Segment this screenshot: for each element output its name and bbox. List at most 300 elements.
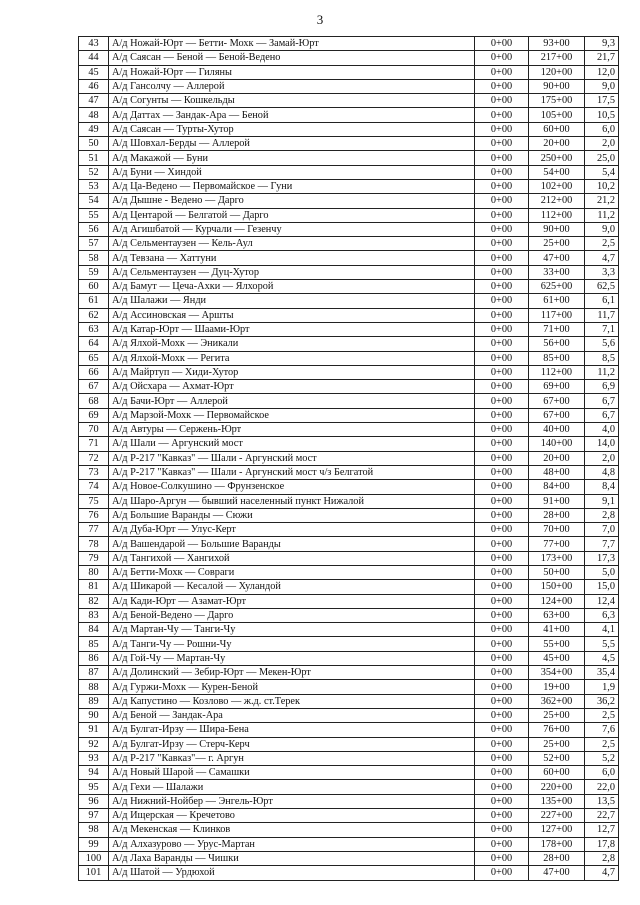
row-number: 71 [79,437,109,451]
length-km: 1,9 [585,680,619,694]
row-number: 88 [79,680,109,694]
table-row [79,794,619,808]
start-chainage: 0+00 [475,823,529,837]
road-name: А/д Ножай-Юрт — Бетти- Мохк — Замай-Юрт [109,37,475,51]
table-row [79,694,619,708]
length-km: 8,4 [585,480,619,494]
page-number: 3 [316,12,324,27]
start-chainage: 0+00 [475,437,529,451]
start-chainage: 0+00 [475,651,529,665]
end-chainage: 362+00 [529,694,585,708]
table-row [79,565,619,579]
row-number: 44 [79,51,109,65]
table-row [79,251,619,265]
table-row [79,208,619,222]
row-number: 99 [79,837,109,851]
table-row [79,780,619,794]
start-chainage: 0+00 [475,94,529,108]
row-number: 89 [79,694,109,708]
road-name: А/д Ойсхара — Ахмат-Юрт [109,380,475,394]
table-row [79,237,619,251]
row-number: 93 [79,751,109,765]
row-number: 96 [79,794,109,808]
road-name: А/д Автуры — Сержень-Юрт [109,423,475,437]
row-number: 54 [79,194,109,208]
row-number: 86 [79,651,109,665]
road-name: А/д Мекенская — Клинков [109,823,475,837]
start-chainage: 0+00 [475,680,529,694]
length-km: 13,5 [585,794,619,808]
row-number: 61 [79,294,109,308]
length-km: 2,8 [585,851,619,865]
road-name: А/д Большие Варанды — Сюжи [109,508,475,522]
row-number: 57 [79,237,109,251]
road-name: А/д Агишбатой — Курчали — Гезенчу [109,222,475,236]
road-name: А/д Согунты — Кошкельды [109,94,475,108]
start-chainage: 0+00 [475,280,529,294]
table-row [79,308,619,322]
end-chainage: 127+00 [529,823,585,837]
start-chainage: 0+00 [475,179,529,193]
row-number: 43 [79,37,109,51]
start-chainage: 0+00 [475,551,529,565]
end-chainage: 217+00 [529,51,585,65]
length-km: 25,0 [585,151,619,165]
row-number: 63 [79,322,109,336]
length-km: 5,2 [585,751,619,765]
table-row [79,766,619,780]
end-chainage: 28+00 [529,508,585,522]
row-number: 67 [79,380,109,394]
length-km: 17,8 [585,837,619,851]
end-chainage: 625+00 [529,280,585,294]
end-chainage: 52+00 [529,751,585,765]
row-number: 52 [79,165,109,179]
road-name: А/д Шикарой — Кесалой — Хуландой [109,580,475,594]
start-chainage: 0+00 [475,108,529,122]
road-name: А/д Гехи — Шалажи [109,780,475,794]
road-name: А/д Дуба-Юрт — Улус-Керт [109,523,475,537]
end-chainage: 178+00 [529,837,585,851]
table-row [79,94,619,108]
road-name: А/д Булгат-Ирзу — Стерч-Керч [109,737,475,751]
start-chainage: 0+00 [475,237,529,251]
start-chainage: 0+00 [475,523,529,537]
row-number: 77 [79,523,109,537]
length-km: 11,7 [585,308,619,322]
start-chainage: 0+00 [475,866,529,880]
table-row [79,51,619,65]
table-row [79,165,619,179]
row-number: 75 [79,494,109,508]
length-km: 7,0 [585,523,619,537]
table-row [79,666,619,680]
start-chainage: 0+00 [475,694,529,708]
end-chainage: 47+00 [529,866,585,880]
table-row [79,222,619,236]
end-chainage: 20+00 [529,137,585,151]
length-km: 15,0 [585,580,619,594]
length-km: 7,6 [585,723,619,737]
start-chainage: 0+00 [475,851,529,865]
table-row [79,365,619,379]
length-km: 4,7 [585,866,619,880]
start-chainage: 0+00 [475,251,529,265]
row-number: 92 [79,737,109,751]
end-chainage: 20+00 [529,451,585,465]
end-chainage: 91+00 [529,494,585,508]
end-chainage: 41+00 [529,623,585,637]
length-km: 17,3 [585,551,619,565]
length-km: 4,1 [585,623,619,637]
end-chainage: 33+00 [529,265,585,279]
end-chainage: 45+00 [529,651,585,665]
end-chainage: 173+00 [529,551,585,565]
table-row [79,194,619,208]
row-number: 50 [79,137,109,151]
start-chainage: 0+00 [475,608,529,622]
end-chainage: 25+00 [529,237,585,251]
end-chainage: 54+00 [529,165,585,179]
end-chainage: 61+00 [529,294,585,308]
start-chainage: 0+00 [475,451,529,465]
start-chainage: 0+00 [475,365,529,379]
end-chainage: 112+00 [529,208,585,222]
road-name: А/д Бачи-Юрт — Аллерой [109,394,475,408]
table-row [79,551,619,565]
roads-table [78,36,619,881]
start-chainage: 0+00 [475,580,529,594]
length-km: 6,7 [585,408,619,422]
length-km: 36,2 [585,694,619,708]
road-name: А/д Булгат-Ирзу — Шира-Бена [109,723,475,737]
length-km: 5,6 [585,337,619,351]
table-row [79,351,619,365]
road-name: А/д Ассиновская — Аршты [109,308,475,322]
table-row [79,637,619,651]
row-number: 72 [79,451,109,465]
start-chainage: 0+00 [475,122,529,136]
length-km: 9,0 [585,79,619,93]
start-chainage: 0+00 [475,737,529,751]
start-chainage: 0+00 [475,79,529,93]
row-number: 78 [79,537,109,551]
road-name: А/д Гуржи-Мохк — Курен-Беной [109,680,475,694]
end-chainage: 28+00 [529,851,585,865]
end-chainage: 120+00 [529,65,585,79]
table-row [79,537,619,551]
start-chainage: 0+00 [475,666,529,680]
length-km: 35,4 [585,666,619,680]
end-chainage: 25+00 [529,737,585,751]
start-chainage: 0+00 [475,208,529,222]
start-chainage: 0+00 [475,565,529,579]
table-row [79,851,619,865]
road-name: А/д Буни — Хиндой [109,165,475,179]
row-number: 83 [79,608,109,622]
road-name: А/д Мартан-Чу — Танги-Чу [109,623,475,637]
length-km: 7,7 [585,537,619,551]
road-name: А/д Шовхал-Берды — Аллерой [109,137,475,151]
table-row [79,122,619,136]
row-number: 59 [79,265,109,279]
row-number: 55 [79,208,109,222]
length-km: 6,7 [585,394,619,408]
length-km: 9,0 [585,222,619,236]
road-name: А/д Кади-Юрт — Азамат-Юрт [109,594,475,608]
length-km: 17,5 [585,94,619,108]
end-chainage: 70+00 [529,523,585,537]
length-km: 4,0 [585,423,619,437]
length-km: 6,0 [585,122,619,136]
road-name: А/д Саясан — Турты-Хутор [109,122,475,136]
table-row [79,322,619,336]
table-row [79,380,619,394]
road-name: А/д Ялхой-Мохк — Эникали [109,337,475,351]
end-chainage: 102+00 [529,179,585,193]
end-chainage: 124+00 [529,594,585,608]
table-row [79,751,619,765]
end-chainage: 60+00 [529,122,585,136]
start-chainage: 0+00 [475,137,529,151]
row-number: 81 [79,580,109,594]
end-chainage: 76+00 [529,723,585,737]
start-chainage: 0+00 [475,508,529,522]
start-chainage: 0+00 [475,723,529,737]
table-row [79,523,619,537]
table-row [79,594,619,608]
start-chainage: 0+00 [475,151,529,165]
table-row [79,108,619,122]
end-chainage: 40+00 [529,423,585,437]
start-chainage: 0+00 [475,837,529,851]
table-row [79,79,619,93]
length-km: 2,5 [585,737,619,751]
road-name: А/д Танги-Чу — Рошни-Чу [109,637,475,651]
table-row [79,465,619,479]
start-chainage: 0+00 [475,294,529,308]
road-name: А/д Макажой — Буни [109,151,475,165]
row-number: 65 [79,351,109,365]
length-km: 5,5 [585,637,619,651]
road-name: А/д Марзой-Мохк — Первомайское [109,408,475,422]
row-number: 85 [79,637,109,651]
road-name: А/д Долинский — Зебир-Юрт — Мекен-Юрт [109,666,475,680]
road-name: А/д Бамут — Цеча-Ахки — Ялхорой [109,280,475,294]
start-chainage: 0+00 [475,265,529,279]
road-name: А/д Р-217 "Кавказ" — Шали - Аргунский мост ч/з Белгатой [109,465,475,479]
row-number: 94 [79,766,109,780]
table-row [79,708,619,722]
table-row [79,494,619,508]
row-number: 73 [79,465,109,479]
end-chainage: 85+00 [529,351,585,365]
length-km: 8,5 [585,351,619,365]
start-chainage: 0+00 [475,337,529,351]
length-km: 11,2 [585,208,619,222]
length-km: 10,5 [585,108,619,122]
start-chainage: 0+00 [475,351,529,365]
table-row [79,809,619,823]
end-chainage: 90+00 [529,222,585,236]
length-km: 14,0 [585,437,619,451]
start-chainage: 0+00 [475,380,529,394]
row-number: 90 [79,708,109,722]
road-name: А/д Капустино — Козлово — ж.д. ст.Терек [109,694,475,708]
table-row [79,608,619,622]
row-number: 68 [79,394,109,408]
row-number: 101 [79,866,109,880]
end-chainage: 135+00 [529,794,585,808]
road-name: А/д Ищерская — Кречетово [109,809,475,823]
table-row [79,866,619,880]
road-name: А/д Беной — Зандак-Ара [109,708,475,722]
end-chainage: 140+00 [529,437,585,451]
table-row [79,294,619,308]
length-km: 21,2 [585,194,619,208]
road-name: А/д Ялхой-Мохк — Регита [109,351,475,365]
row-number: 45 [79,65,109,79]
row-number: 60 [79,280,109,294]
table-row [79,65,619,79]
table-row [79,680,619,694]
length-km: 12,7 [585,823,619,837]
end-chainage: 90+00 [529,79,585,93]
table-row [79,451,619,465]
road-name: А/д Ца-Ведено — Первомайское — Гуни [109,179,475,193]
start-chainage: 0+00 [475,794,529,808]
row-number: 97 [79,809,109,823]
row-number: 66 [79,365,109,379]
road-name: А/д Р-217 "Кавказ"— г. Аргун [109,751,475,765]
length-km: 5,4 [585,165,619,179]
row-number: 84 [79,623,109,637]
row-number: 95 [79,780,109,794]
end-chainage: 47+00 [529,251,585,265]
road-name: А/д Гой-Чу — Мартан-Чу [109,651,475,665]
road-name: А/д Дышне - Ведено — Дарго [109,194,475,208]
end-chainage: 354+00 [529,666,585,680]
start-chainage: 0+00 [475,537,529,551]
road-name: А/д Сельментаузен — Кель-Аул [109,237,475,251]
end-chainage: 105+00 [529,108,585,122]
end-chainage: 55+00 [529,637,585,651]
table-row [79,423,619,437]
road-name: А/д Шаро-Аргун — бывший населенный пункт Нижалой [109,494,475,508]
row-number: 64 [79,337,109,351]
row-number: 48 [79,108,109,122]
start-chainage: 0+00 [475,51,529,65]
start-chainage: 0+00 [475,751,529,765]
end-chainage: 48+00 [529,465,585,479]
road-name: А/д Беной-Ведено — Дарго [109,608,475,622]
road-name: А/д Новое-Солкушино — Фрунзенское [109,480,475,494]
row-number: 47 [79,94,109,108]
road-name: А/д Р-217 "Кавказ" — Шали - Аргунский мост [109,451,475,465]
end-chainage: 84+00 [529,480,585,494]
length-km: 4,5 [585,651,619,665]
length-km: 2,5 [585,237,619,251]
length-km: 2,0 [585,137,619,151]
start-chainage: 0+00 [475,594,529,608]
length-km: 4,8 [585,465,619,479]
road-name: А/д Центарой — Белгатой — Дарго [109,208,475,222]
row-number: 74 [79,480,109,494]
table-row [79,137,619,151]
row-number: 46 [79,79,109,93]
row-number: 70 [79,423,109,437]
road-name: А/д Шалажи — Янди [109,294,475,308]
table-row [79,265,619,279]
row-number: 56 [79,222,109,236]
road-name: А/д Катар-Юрт — Шаами-Юрт [109,322,475,336]
row-number: 49 [79,122,109,136]
table-row [79,823,619,837]
table-row [79,723,619,737]
road-name: А/д Бетти-Мохк — Совраги [109,565,475,579]
end-chainage: 212+00 [529,194,585,208]
row-number: 76 [79,508,109,522]
row-number: 82 [79,594,109,608]
road-name: А/д Тангихой — Хангихой [109,551,475,565]
road-name: А/д Вашендарой — Большие Варанды [109,537,475,551]
length-km: 9,1 [585,494,619,508]
start-chainage: 0+00 [475,423,529,437]
length-km: 6,9 [585,380,619,394]
end-chainage: 50+00 [529,565,585,579]
table-row [79,480,619,494]
length-km: 22,7 [585,809,619,823]
end-chainage: 67+00 [529,408,585,422]
row-number: 100 [79,851,109,865]
road-name: А/д Майртуп — Хиди-Хутор [109,365,475,379]
length-km: 6,3 [585,608,619,622]
road-name: А/д Лаха Варанды — Чишки [109,851,475,865]
end-chainage: 112+00 [529,365,585,379]
row-number: 98 [79,823,109,837]
road-name: А/д Гансолчу — Аллерой [109,79,475,93]
end-chainage: 67+00 [529,394,585,408]
end-chainage: 117+00 [529,308,585,322]
road-name: А/д Саясан — Беной — Беной-Ведено [109,51,475,65]
table-row [79,337,619,351]
road-name: А/д Сельментаузен — Дуц-Хутор [109,265,475,279]
row-number: 87 [79,666,109,680]
end-chainage: 93+00 [529,37,585,51]
end-chainage: 71+00 [529,322,585,336]
length-km: 6,0 [585,766,619,780]
end-chainage: 60+00 [529,766,585,780]
roads-table-body [79,37,619,881]
end-chainage: 77+00 [529,537,585,551]
start-chainage: 0+00 [475,780,529,794]
road-name: А/д Шатой — Урдюхой [109,866,475,880]
length-km: 3,3 [585,265,619,279]
length-km: 62,5 [585,280,619,294]
end-chainage: 69+00 [529,380,585,394]
table-row [79,837,619,851]
road-name: А/д Даттах — Зандак-Ара — Беной [109,108,475,122]
row-number: 79 [79,551,109,565]
start-chainage: 0+00 [475,394,529,408]
length-km: 4,7 [585,251,619,265]
road-name: А/д Ножай-Юрт — Гиляны [109,65,475,79]
row-number: 62 [79,308,109,322]
table-row [79,179,619,193]
length-km: 2,8 [585,508,619,522]
length-km: 7,1 [585,322,619,336]
start-chainage: 0+00 [475,308,529,322]
